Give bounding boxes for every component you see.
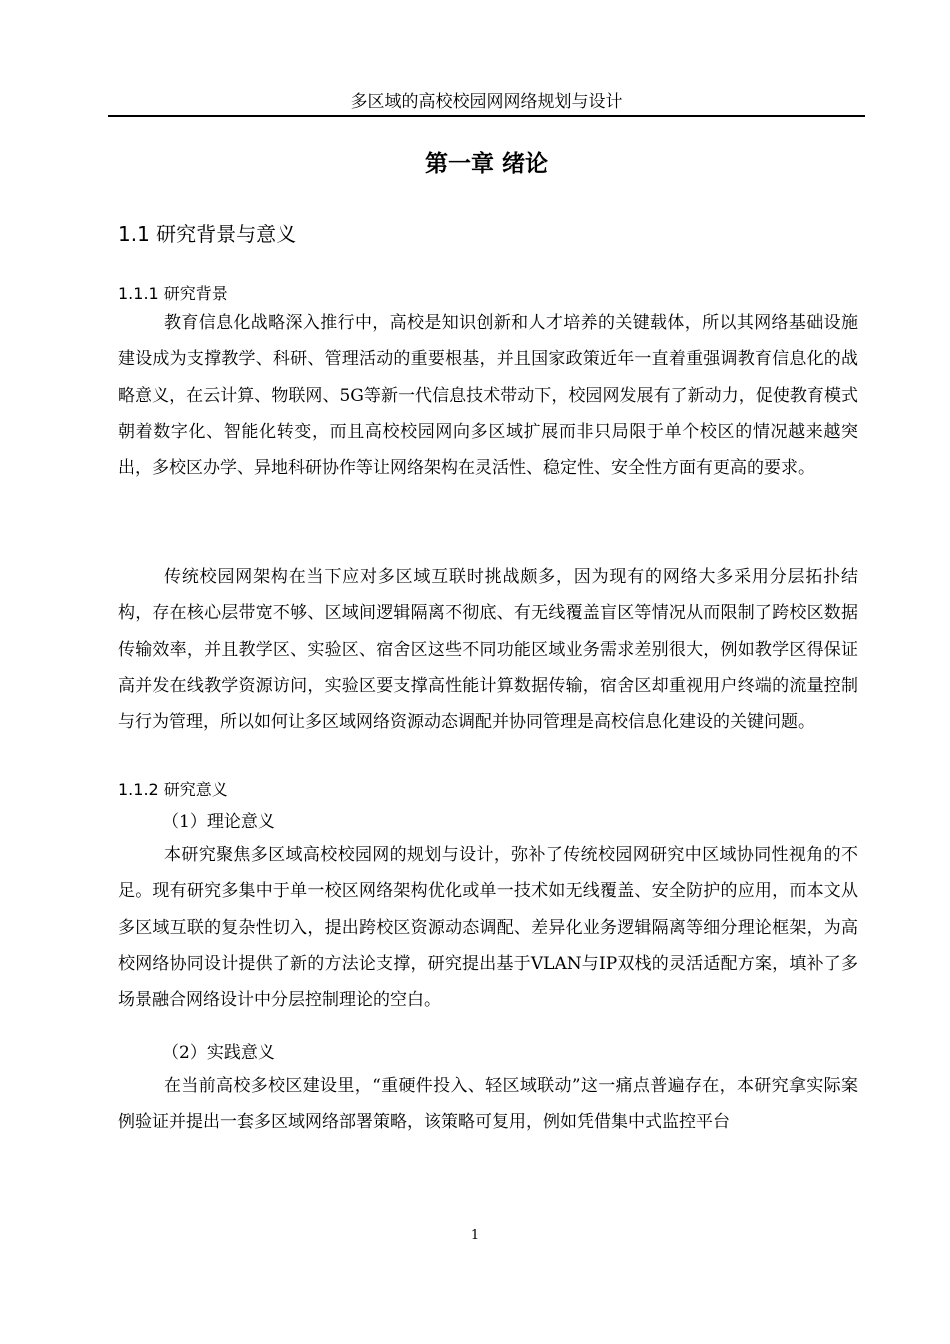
chapter-title: 第一章 绪论	[424, 151, 548, 177]
subsection-heading-1-1-2: 1.1.2 研究意义	[118, 780, 228, 799]
header-rule	[108, 115, 865, 117]
page-number: 1	[470, 1228, 480, 1243]
practice-significance-label: （2）实践意义	[162, 1043, 275, 1063]
theory-significance-label: （1）理论意义	[162, 812, 275, 832]
paragraph-background-2: 传统校园网架构在当下应对多区域互联时挑战颇多，因为现有的网络大多采用分层拓扑结构，存在核心层带宽不够、区域间逻辑隔离不彻底、有无线覆盖盲区等情况从而限制了跨校区数据传输效率，并且教学区、实验区、宿舍区这些不同功能区域业务需求差别很大，例如教学区得保证高并发在线教学资源访问，实验区要支撑高性能计算数据传输，宿舍区却重视用户终端的流量控制与行为管理，所以如何让多区域网络资源动态调配并协同管理是高校信息化建设的关键问题。	[118, 567, 858, 733]
running-header: 多区域的高校校园网网络规划与设计	[350, 92, 623, 112]
paragraph-theory-significance: 本研究聚焦多区域高校校园网的规划与设计，弥补了传统校园网研究中区域协同性视角的不足。现有研究多集中于单一校区网络架构优化或单一技术如无线覆盖、安全防护的应用，而本文从多区域互联的复杂性切入，提出跨校区资源动态调配、差异化业务逻辑隔离等细分理论框架，为高校网络协同设计提供了新的方法论支撑，研究提出基于VLAN与IP双栈的灵活适配方案，填补了多场景融合网络设计中分层控制理论的空白。	[118, 845, 858, 1011]
section-heading-1-1: 1.1 研究背景与意义	[118, 222, 297, 246]
subsection-heading-1-1-1: 1.1.1 研究背景	[118, 284, 228, 303]
paragraph-practice-significance: 在当前高校多校区建设里，“重硬件投入、轻区域联动”这一痛点普遍存在，本研究拿实际案例验证并提出一套多区域网络部署策略，该策略可复用，例如凭借集中式监控平台	[118, 1076, 858, 1133]
paragraph-background-1: 教育信息化战略深入推行中，高校是知识创新和人才培养的关键载体，所以其网络基础设施建设成为支撑教学、科研、管理活动的重要根基，并且国家政策近年一直着重强调教育信息化的战略意义，在云计算、物联网、5G等新一代信息技术带动下，校园网发展有了新动力，促使教育模式朝着数字化、智能化转变，而且高校校园网向多区域扩展而非只局限于单个校区的情况越来越突出，多校区办学、异地科研协作等让网络架构在灵活性、稳定性、安全性方面有更高的要求。	[118, 313, 858, 479]
